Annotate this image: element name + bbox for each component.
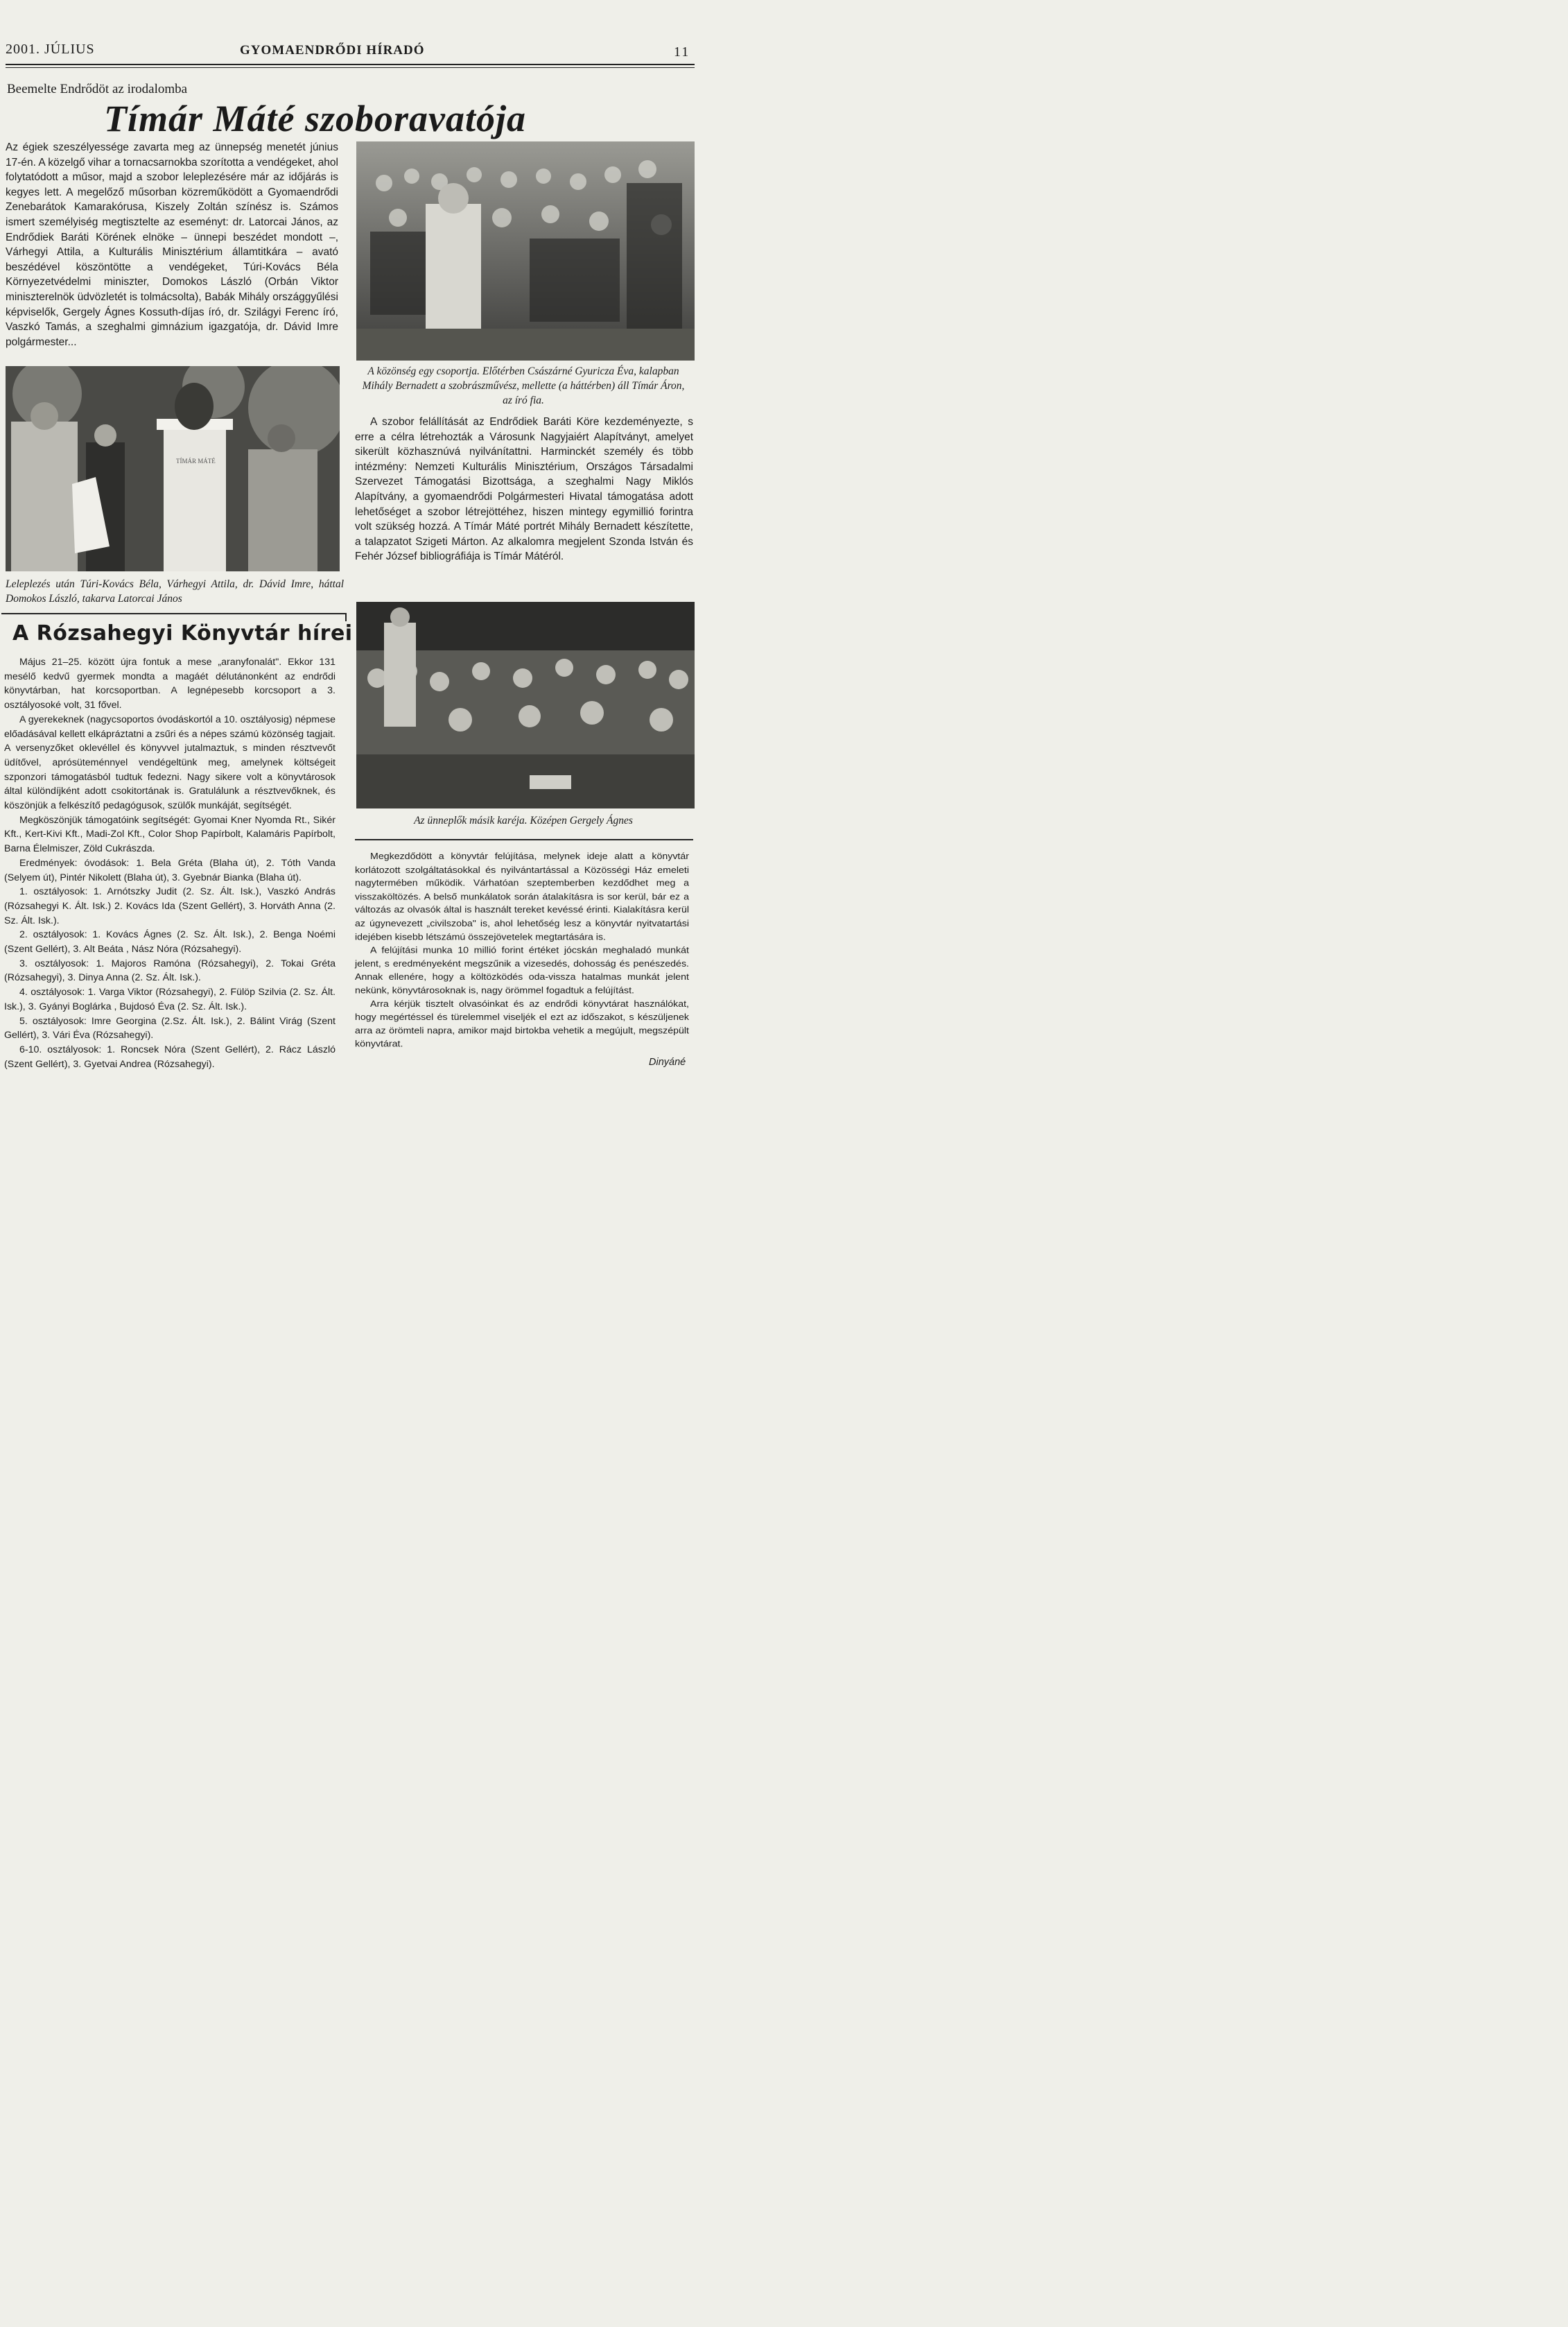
header-rule: [6, 64, 695, 65]
photo-caption-audience: A közönség egy csoportja. Előtérben Császárné Gyuricza Éva, kalapban Mihály Bernadett a szobrászművész, mellette (a háttérben) áll Tímár Áron, az író fia.: [362, 365, 685, 406]
library-paragraph: A gyerekeknek (nagycsoportos óvodáskortól a 10. osztályosig) népmese előadásával kellett elkápráztatni a zsűri és a népes számú közönség tagjait. A versenyzőket oklevéllel és könyvvel jutalmaztuk, s minden résztvevőt üdítővel, aprósüteménnyel vendégeltünk meg, amelynek költségeit szponzori támogatásból tudtuk fedezni. Nagy sikere volt a könyvtárosok által különdíjként adott csokitortának is. Gratulálunk a résztvevőknek, és köszönjük a felkészítő pedagógusok, szülők munkáját, segítségét.: [4, 713, 336, 812]
library-paragraph: 4. osztályosok: 1. Varga Viktor (Rózsahegyi), 2. Fülöp Szilvia (2. Sz. Ált. Isk.), 3. Gyányi Boglárka , Bujdosó Éva (2. Sz. Ált. Isk.).: [4, 987, 336, 1012]
article-body: A szobor felállítását az Endrődiek Baráti Köre kezdeményezte, s erre a célra létrehozták a Városunk Nagyjaiért Alapítványt, amelyet sikerült közhasznúvá nyilvánítattni. Harminckét személy és több intézmény: Nemzeti Kulturális Minisztérium, Országos Társadalmi Szervezet Támogatási Bizottsága, a szeghalmi Nagy Miklós Alapítvány, a gyomaendrődi Polgármesteri Hivatal támogatása adott lehetőséget a szobor létrejöttéhez, hiszen mintegy egymillió forintra volt szükség hozzá. A Tímár Máté portrét Mihály Bernadett készítette, a talapzatot Szigeti Márton. Az alkalomra megjelent Szonda István és Fehér József bibliográfiája is Tímár Mátéról.: [355, 416, 693, 563]
library-results: [4, 655, 336, 1071]
plaque-text: TÍMÁR MÁTÉ: [176, 458, 216, 465]
header-rule-thin: [6, 67, 695, 68]
issue-date: 2001. JÚLIUS: [6, 42, 95, 57]
library-paragraph: 5. osztályosok: Imre Georgina (2.Sz. Ált. Isk.), 2. Bálint Virág (Szent Gellért), 3. Vári Éva (Rózsahegyi).: [4, 1015, 336, 1041]
photo-celebrants: [356, 602, 695, 808]
article-kicker: Beemelte Endrődöt az irodalomba: [7, 82, 188, 96]
renovation-paragraph: Arra kérjük tisztelt olvasóinkat és az endrődi könyvtárat használókat, hogy megértéssel és türelemmel viseljék el ezt az időszakot, s készüljenek arra az örömteli napra, amikor majd birtokba vehetik a megújult, megszépült könyvtárat.: [355, 998, 689, 1050]
library-section-border: [1, 613, 347, 621]
renovation-paragraph: A felújítási munka 10 millió forint értéket jócskán meghaladó munkát jelent, s eredményeként megszűnik a vizesedés, dohosság és penészedés. Annak ellenére, hogy a költözködés oda-vissza hatalmas munkát jelent nekünk, könyvtárosoknak is, nagy örömmel fogadtuk a felújítást.: [355, 945, 689, 996]
library-paragraph: 2. osztályosok: 1. Kovács Ágnes (2. Sz. Ált. Isk.), 2. Benga Noémi (Szent Gellért), 3. Alt Beáta , Nász Nóra (Rózsahegyi).: [4, 929, 336, 955]
library-paragraph: Megköszönjük támogatóink segítségét: Gyomai Kner Nyomda Rt., Sikér Kft., Kert-Kivi Kft., Madi-Zol Kft., Color Shop Papírbolt, Kalamáris Papírbolt, Barna Élelmiszer, Zöld Cukrászda.: [4, 814, 336, 855]
photo-caption-celebrants: Az ünneplők másik karéja. Középen Gergely Ágnes: [414, 815, 633, 827]
library-paragraph: 1. osztályosok: 1. Arnótszky Judit (2. Sz. Ált. Isk.), Vaszkó András (Rózsahegyi K. Ált. Isk.) 2. Kovács Ida (Szent Gellért), 3. Horváth Anna (2. Sz. Ált. Isk.).: [4, 886, 336, 926]
library-title: A Rózsahegyi Könyvtár hírei: [12, 621, 353, 646]
photo-unveiling: [6, 366, 340, 571]
library-paragraph: 6-10. osztályosok: 1. Roncsek Nóra (Szent Gellért), 2. Rácz László (Szent Gellért), 3. Gyetvai Andrea (Rózsahegyi).: [4, 1044, 336, 1070]
author-signature: Dinyáné: [649, 1057, 686, 1068]
renovation-paragraph: Megkezdődött a könyvtár felújítása, melynek ideje alatt a könyvtár korlátozott szolgáltatásokkal és nyilvántartással a Közösségi Ház emeleti nagytermében működik. Várhatóan szeptemberben kezdődhet meg a visszaköltözés. A belső munkálatok során átalakításra is sor kerül, bár ez a változás az olvasók által is használt tereket kevéssé érinti. Kialakításra kerül az úgynevezett „civilszoba" is, ahol lehetőség lesz a könyvtár nyitvatartási idejében kisebb létszámú összejövetelek megtartására is.: [355, 851, 689, 942]
renovation-rule: [355, 839, 693, 840]
library-paragraph: Május 21–25. között újra fontuk a mese „aranyfonalát". Ekkor 131 mesélő kedvű gyermek mondta a magáét délutánonként az endrődi könyvtárban, hat korcsoportban. A legnépesebb korcsoport a 3. osztályosoké volt, 31 fővel.: [4, 657, 336, 711]
photo-audience-group: [356, 141, 695, 361]
article-intro: Az égiek szeszélyessége zavarta meg az ünnepség menetét június 17-én. A közelgő vihar a tornacsarnokba szorította a vendégeket, ahol folytatódott a műsor, majd a szobor leleplezésére már az időjárás is kegyes lett. A megelőző műsorban közreműködött a Gyomaendrődi Zenebarátok Kamarakórusa, Kiszely Zoltán színész is. Számos ismert személyiség megtisztelte az eseményt: dr. Latorcai János, az Endrődiek Baráti Körének elnöke – ünnepi beszédet mondott –, Várhegyi Attila, a Kulturális Minisztérium államtitkára – avató beszédével köszöntötte a vendégeket, Túri-Kovács Béla Környezetvédelmi miniszter, Domokos László (Orbán Viktor miniszterelnök üdvözletét is tolmácsolta), Babák Mihály országgyűlési képviselők, Gergely Ágnes Kossuth-díjas író, dr. Szilágyi Ferenc író, Vaszkó Tamás, a szeghalmi gimnázium igazgatója, dr. Dávid Imre polgármester...: [6, 141, 338, 348]
newspaper-title: GYOMAENDRŐDI HÍRADÓ: [240, 43, 425, 58]
article-headline: Tímár Máté szoboravatója: [104, 98, 527, 139]
library-paragraph: 3. osztályosok: 1. Majoros Ramóna (Rózsahegyi), 2. Tokai Gréta (Rózsahegyi), 3. Dinya Anna (2. Sz. Ált. Isk.).: [4, 958, 336, 984]
library-renovation: [355, 850, 689, 1051]
library-paragraph: Eredmények: óvodások: 1. Bela Gréta (Blaha út), 2. Tóth Vanda (Selyem út), Pintér Nikolett (Blaha út), 3. Gyebnár Bianka (Blaha út).: [4, 857, 336, 883]
photo-caption-unveiling: Leleplezés után Túri-Kovács Béla, Várhegyi Attila, dr. Dávid Imre, háttal Domokos László, takarva Latorcai János: [6, 578, 344, 605]
page-number: 11: [674, 44, 690, 60]
